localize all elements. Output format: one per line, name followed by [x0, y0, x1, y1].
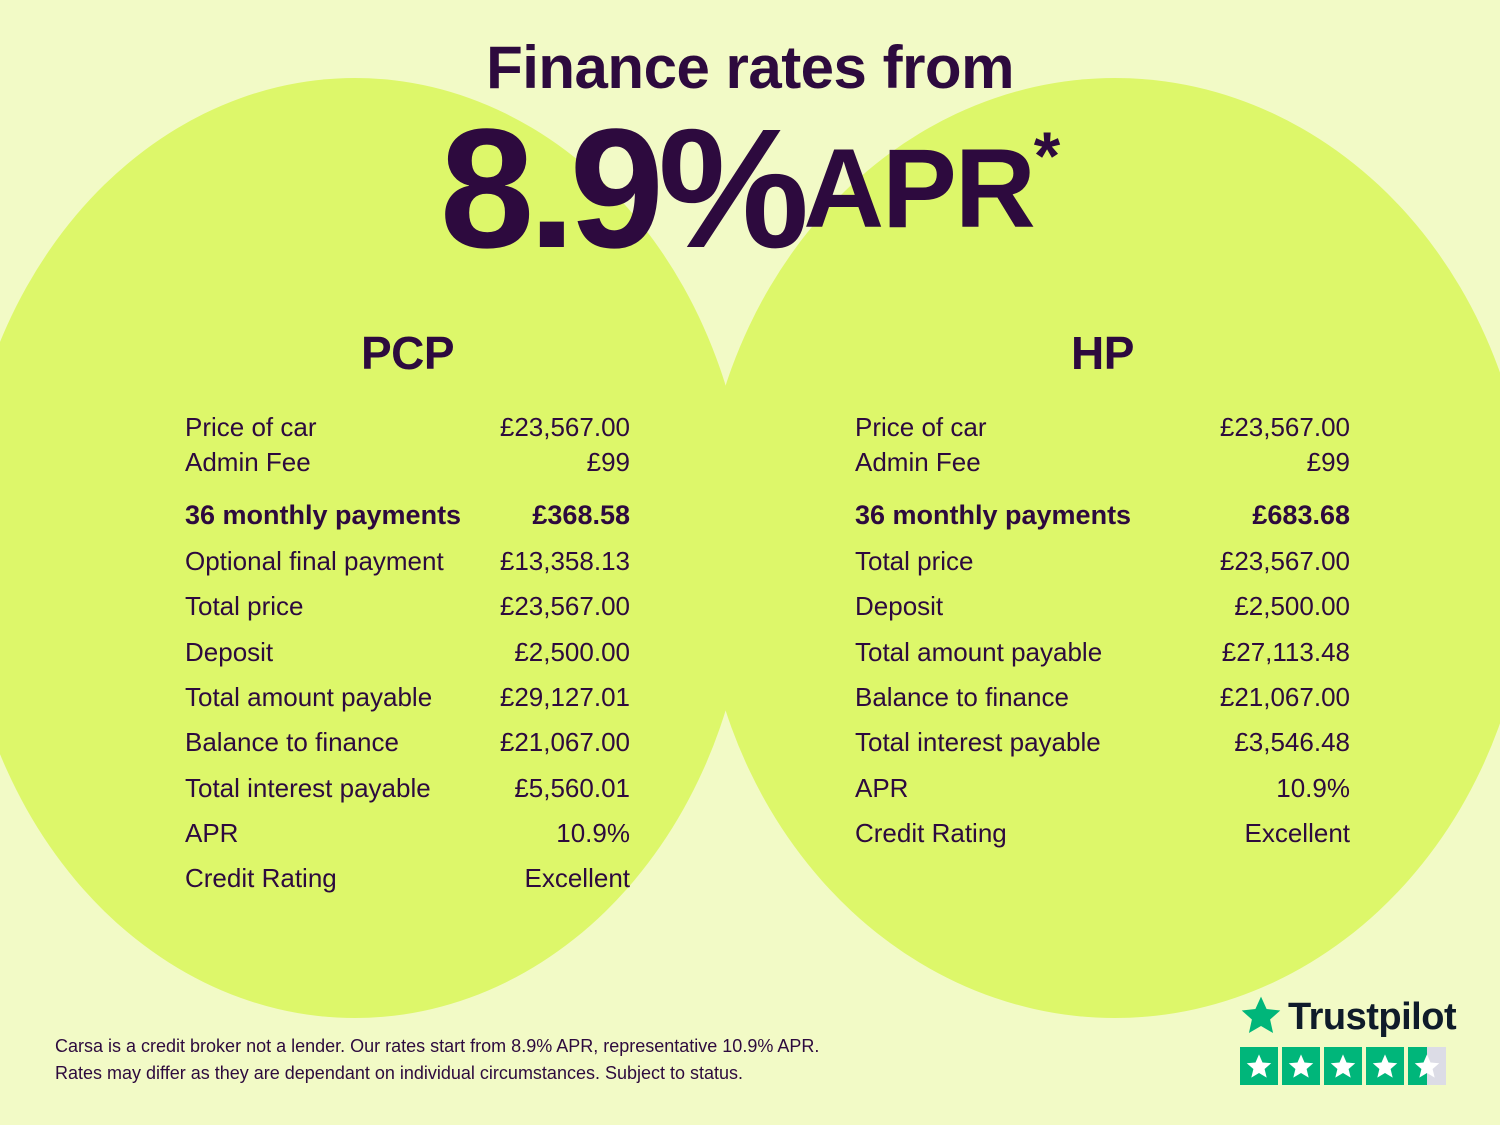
trustpilot-name: Trustpilot [1288, 996, 1457, 1038]
table-row [855, 680, 1350, 715]
row-value: £21,067.00 [499, 727, 630, 758]
row-value: £99 [586, 446, 630, 477]
table-row [855, 589, 1350, 624]
row-value: £5,560.01 [514, 772, 630, 803]
row-value: 10.9% [1276, 772, 1350, 803]
trustpilot-star-icon [1240, 994, 1282, 1041]
row-label: 36 monthly payments [855, 500, 1132, 531]
table-row [185, 445, 630, 480]
table-row [185, 635, 630, 670]
table-row [185, 861, 630, 896]
row-label: Credit Rating [185, 863, 337, 894]
row-label: Credit Rating [855, 818, 1007, 849]
row-label: Total price [855, 545, 974, 576]
table-row [185, 816, 630, 851]
row-label: Deposit [185, 636, 274, 667]
table-row [185, 589, 630, 624]
star-icon [1282, 1047, 1320, 1085]
row-label: Admin Fee [185, 446, 311, 477]
table-row-highlight [855, 497, 1350, 534]
row-value: £2,500.00 [1234, 591, 1350, 622]
row-value: £368.58 [532, 500, 630, 531]
finance-tables [0, 326, 1500, 897]
table-row [855, 445, 1350, 480]
row-label: Balance to finance [185, 727, 399, 758]
table-row [855, 635, 1350, 670]
trustpilot-widget[interactable] [1240, 994, 1457, 1085]
rate-asterisk: * [1033, 118, 1061, 194]
table-row [185, 771, 630, 806]
row-label: Admin Fee [855, 446, 981, 477]
finance-table-hp [750, 326, 1500, 897]
row-value: £13,358.13 [499, 545, 630, 576]
trustpilot-rating [1240, 1047, 1450, 1085]
row-label: APR [855, 772, 909, 803]
row-value: £29,127.01 [499, 681, 630, 712]
row-label: Deposit [855, 591, 944, 622]
row-value: £3,546.48 [1234, 727, 1350, 758]
row-label: APR [185, 818, 239, 849]
star-icon [1240, 1047, 1278, 1085]
table-row [855, 816, 1350, 851]
table-row [855, 544, 1350, 579]
star-icon [1366, 1047, 1404, 1085]
rate-value: 8.9% [439, 94, 804, 284]
footnote-line-1: Carsa is a credit broker not a lender. Our rates start from 8.9% APR, representative 10.9% APR. [55, 1036, 820, 1056]
page-title: Finance rates from [486, 34, 1014, 101]
row-value: 10.9% [556, 818, 630, 849]
row-value: Excellent [1244, 818, 1350, 849]
row-value: Excellent [524, 863, 630, 894]
row-label: Total interest payable [855, 727, 1101, 758]
row-label: Total amount payable [185, 681, 433, 712]
row-label: Total interest payable [185, 772, 431, 803]
row-label: Total price [185, 591, 304, 622]
row-value: £23,567.00 [1219, 545, 1350, 576]
rate-suffix: APR [803, 126, 1034, 251]
row-value: £683.68 [1252, 500, 1350, 531]
table-row [855, 410, 1350, 445]
row-label: Total amount payable [855, 636, 1103, 667]
row-value: £21,067.00 [1219, 681, 1350, 712]
table-row [185, 680, 630, 715]
star-icon [1324, 1047, 1362, 1085]
row-value: £27,113.48 [1221, 636, 1350, 667]
table-row-highlight [185, 497, 630, 534]
half-star-icon [1408, 1047, 1446, 1085]
hp-title: HP [1071, 327, 1134, 379]
row-label: 36 monthly payments [185, 500, 462, 531]
row-label: Price of car [855, 412, 987, 442]
table-row [185, 544, 630, 579]
row-label: Optional final payment [185, 545, 444, 576]
footnote-line-2: Rates may differ as they are dependant on individual circumstances. Subject to status. [55, 1063, 744, 1083]
headline-rate [0, 94, 1500, 284]
row-value: £23,567.00 [499, 591, 630, 622]
table-row [185, 410, 630, 445]
legal-footnote [55, 1033, 819, 1087]
row-label: Balance to finance [855, 681, 1069, 712]
row-value: £23,567.00 [499, 412, 630, 442]
row-label: Price of car [185, 412, 317, 442]
trustpilot-logo [1240, 994, 1457, 1041]
table-row [855, 725, 1350, 760]
row-value: £99 [1306, 446, 1350, 477]
row-value: £23,567.00 [1219, 412, 1350, 442]
finance-table-pcp [0, 326, 750, 897]
table-row [855, 771, 1350, 806]
pcp-title: PCP [360, 327, 455, 379]
row-value: £2,500.00 [514, 636, 630, 667]
table-row [185, 725, 630, 760]
